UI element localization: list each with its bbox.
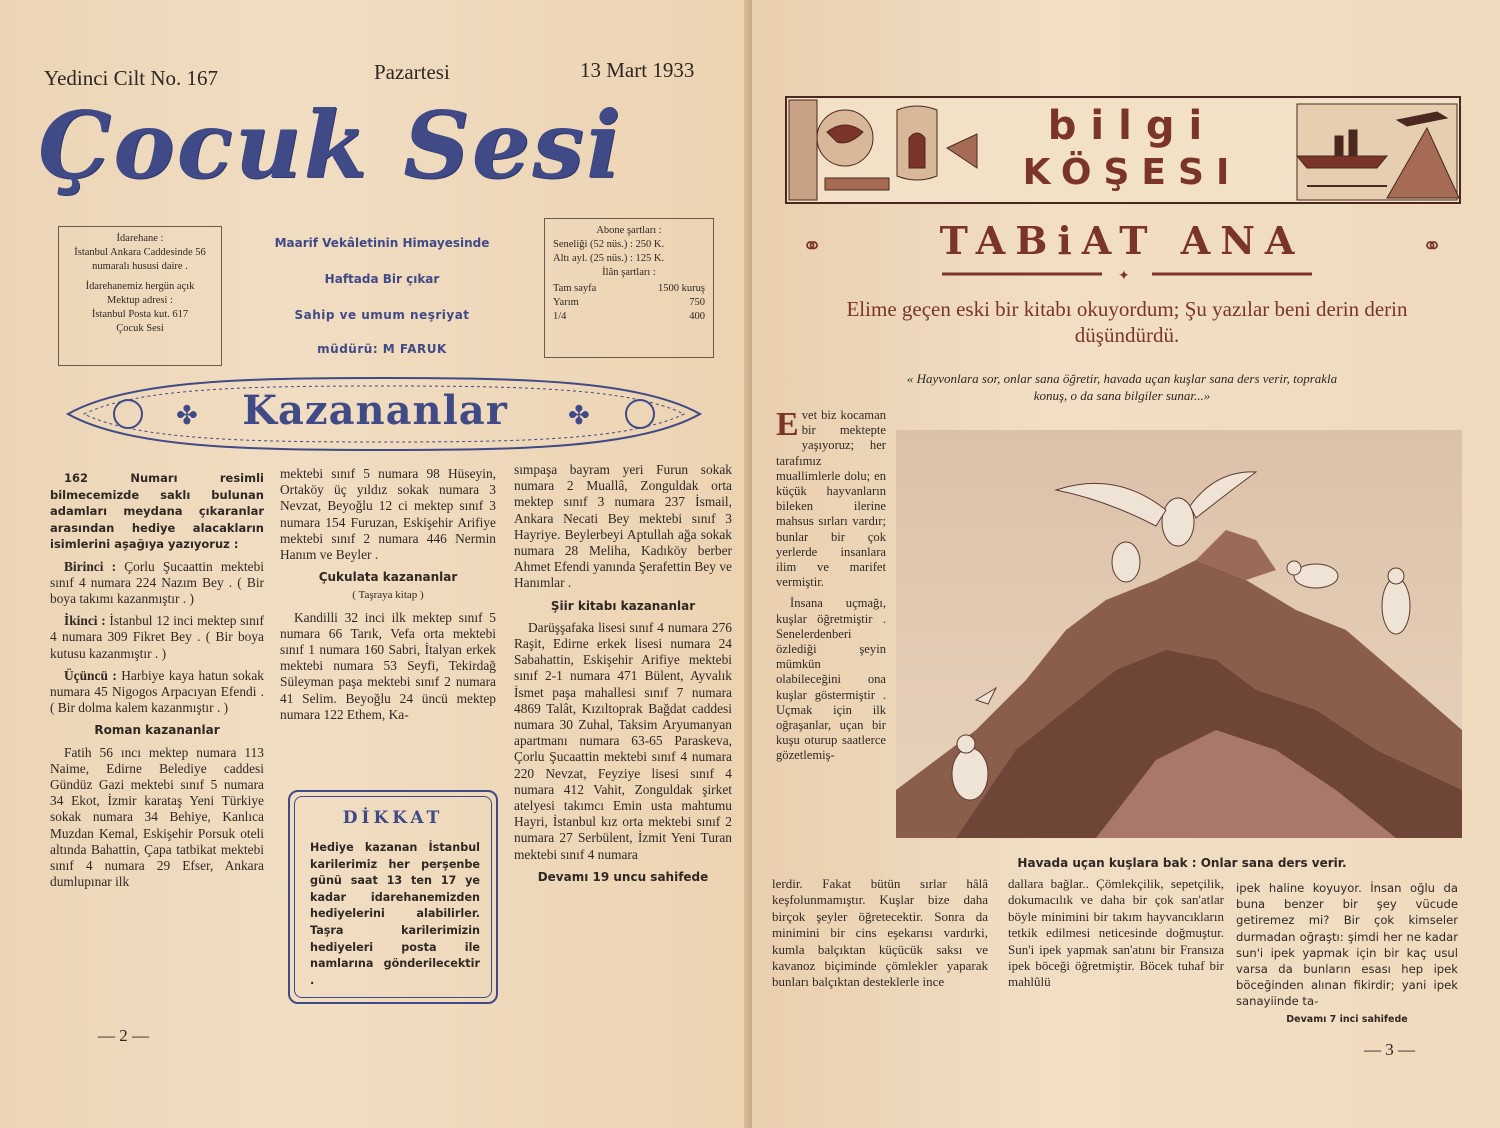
page-number: — 3 — [1364,1040,1415,1059]
column-text: sımpaşa bayram yeri Furun sokak numara 2 Muallâ, Zonguldak orta mektep sınıf 3 numara 237 İsmail, Ankara Necati Bey mektebi sınıf 3 Hayriye. Beylerbeyi Aptullah ağa sokak numara 28 Meliha, Kadıköy berber Ahmet Efendi yanında Şerafettin Bey ve Hanımlar . [514,462,732,591]
office-box [58,226,222,366]
photo-caption: Havada uçan kuşlara bak : Onlar sana ders verir. [1017,856,1347,870]
svg-text:✦: ✦ [1118,268,1130,284]
svg-text:⚭: ⚭ [1422,232,1443,260]
info-line: Sahip ve umum neşriyat [294,308,470,322]
subscription-title: Abone şartları : [596,225,662,236]
novel-winners: Fatih 56 ıncı mektep numara 113 Naime, Edirne Belediye caddesi Gündüz Gazi mektebi sınıf 5 numara 34 Ekot, İzmir karataş Yeni Türkiye sokak numara 34 Behiye, Kanlıca Muzdan Kemal, Eskişehir Porsuk oteli altında Bahattin, Çapa tatbikat mektebi sınıf 4 numara 29 Efser, Ankara dumlupınar ilk [50,744,264,890]
chocolate-subheading: ( Taşraya kitap ) [352,589,424,602]
column-text: dallara bağlar.. Çömlekçilik, sepetçilik, dokumacılık ve daha bir çok san'atlar böyle minimini bir takım hayvancıkların tetkik edilmesi neticesinde doğmuştur. Sun'i ipek yapmak san'atını bir Fransıza ipek böceği öğretmiştir. Böcek tuhaf bir mahlûlü [1008,876,1224,990]
right-page [752,0,1500,1128]
weekday: Pazartesi [374,60,450,84]
winner-third [50,668,264,717]
ads-value: 1500 kuruş [658,283,705,294]
chocolate-winners: Kandilli 32 inci ilk mektep sınıf 5 numara 66 Tarık, Vefa orta mektebi sınıf 1 numara 160 Sabri, İtalyan erkek mektebi numara 53 Seyfi, Tekirdağ Süleyman paşa mektebi sınıf 2 numara 41 Selim. Beyoğlu 24 üncü mektep numara 122 Ethem, Ka- [280,609,496,722]
drop-cap: E [776,406,799,443]
article-lead: Elime geçen eski bir kitabı okuyordum; Şu yazılar beni derin derin düşündürdü. [846,297,1408,347]
narrow-text: vet biz kocaman bir mektepte yaşıyoruz; her tarafımız muallimlerle dolu; en küçük hayvanların bileken ilerine mahsus sırları vardır; bunlar bir çok yerlerde insanlara ilim ve marifet vermiştir. [776,408,886,590]
column-text: ipek haline koyuyor. İnsan oğlu da buna benzer bir şey vücude getiremez mi? Bir çok kimseler durmadan oğraştı: şimdi her ne kadar sun'i ipek yapmak için bir kaç usul varsa da bunların esası hep ipek böceğinden alınan fikirdir; yani ipek sanayiinde ta- [1236,881,1458,1009]
svg-text:✤: ✤ [568,401,590,431]
office-line: Mektup adresi : [107,295,173,306]
notice-text: Hediye kazanan İstanbul karilerimiz her perşenbe günü saat 13 ten 17 ye kadar idarehanemizden hediyelerini alabilirler. Taşra karilerimizin hediyeleri posta ile namlarına gönderilecektir . [310,841,480,987]
column-2 [280,466,496,729]
poetry-winners: Darüşşafaka lisesi sınıf 4 numara 276 Raşit, Edirne erkek lisesi numara 24 Sabahattin, Eskişehir Arifiye mektebi sınıf 2-1 numara 471 Bülent, Ayvalık İsmet paşa mahallesi sınıf 7 numara 4869 Talât, Kızıltoprak Bağdat caddesi numara 30 Zuhal, Taksim Aryumanyan apartmanı numara 63-65 Paraskeva, Çorlu Şucaattin mektebi sınıf 4 numara 220 Nevzat, Feyziye lisesi sınıf 4 numara 412 Vahit, Zonguldak şirket atelyesi takımcı Emin usta mahtumu Hayri, İstanbul kız orta mektebi sınıf 2 numara 27 Serbülent, İzmit Yeni Turan mektebi sınıf 4 numara [514,619,732,862]
column-text: mektebi sınıf 5 numara 98 Hüseyin, Ortaköy üç yıldız sokak numara 3 Nevzat, Beyoğlu 12 ci mektep sınıf 3 numara 154 Furuzan, Eskişehir Arifiye mektebi sınıf 2 numara 446 Nermin Hanım ve Beyler . [280,466,496,563]
bilgi-kosesi-banner [785,96,1461,204]
issue-date: 13 Mart 1933 [580,58,695,82]
ads-value: 400 [689,311,705,322]
winner-second [50,613,264,662]
ads-label: 1/4 [553,311,567,322]
info-line: Haftada Bir çıkar [324,272,440,286]
info-line: Maarif Vekâletinin Himayesinde [274,236,490,250]
column-3 [514,462,732,891]
narrow-column [776,408,886,770]
ads-label: Yarım [553,297,579,308]
winner-label: İkinci : [64,613,106,629]
poetry-heading: Şiir kitabı kazananlar [550,598,696,613]
subscription-row: Altı ayl. (25 nüs.) : 125 K. [553,253,665,264]
winner-text: Harbiye kaya hatun sokak numara 45 Nigogos Arpacıyan Efendi . ( Bir dolma kalem kazanmıştır . ) [50,667,264,716]
banner-text-top: bilgi [1047,103,1217,149]
office-line: Çocuk Sesi [116,323,164,334]
ads-label: Tam sayfa [553,283,597,294]
office-line: İstanbul Ankara Caddesinde 56 numaralı hususi daire . [74,247,206,272]
narrow-paragraph-1 [776,408,886,590]
narrow-paragraph-2: İnsana uçmağı, kuşlar öğretmiştir . Senelerdenberi özlediği şeyin mümkün olabileceğini ona kuşlar göstermiştir . Uçmak için ilk oğraşanlar, uçan bir kuşu oturup saatlerce gözetlemiş- [776,596,886,763]
ads-row [553,296,705,310]
banner-text-bottom: KÖŞESI [1022,152,1242,193]
continued-note: Devamı 7 inci sahifede [1286,1013,1408,1025]
intro-paragraph: 162 Numarı resimli bilmecemizde saklı bulunan adamları meydana çıkaranlar arasından hediye alacakların isimlerini aşağıya yazıyoruz : [50,471,264,551]
masthead-title: Çocuk Sesi [38,91,623,199]
ads-row [553,282,705,296]
publication-info [252,236,512,356]
ads-title: İlân şartları : [602,267,656,278]
winner-first [50,559,264,608]
svg-text:⚭: ⚭ [802,232,823,260]
winner-label: Üçüncü : [64,667,117,683]
subscription-row: Seneliği (52 nüs.) : 250 K. [553,239,665,250]
svg-text:✤: ✤ [176,401,198,431]
subscription-box [544,218,714,358]
info-line: müdürü: M FARUK [317,342,447,356]
section-title: Kazananlar [242,387,508,434]
column-text: lerdir. Fakat bütün sırlar hâlâ keşfolunmamıştır. Kuşlar bize daha birçok şeyler öğretecektir. Sonra da minimini bir cins eşekarısı vardırki, kumla balçıktan küçücük saksı ve kavanoz biçiminde çömlekler yaparak bunları balçıktan desteklerle ince [772,876,988,990]
winner-text: İstanbul 12 inci mektep sınıf 4 numara 309 Fikret Bey . ( Bir boya kutusu kazanmıştır . ) [50,613,264,661]
office-line: İdarehanemiz hergün açık [85,281,195,292]
chocolate-heading: Çukulata kazananlar [318,570,458,585]
volume-number: Yedinci Cilt No. 167 [44,66,219,90]
left-page [0,0,748,1128]
notice-title: DİKKAT [342,808,444,828]
office-line: İstanbul Posta kut. 617 [91,309,189,320]
article-title: TABiAT ANA [939,218,1305,263]
bottom-column-2 [1008,876,1224,997]
column-1 [50,470,264,896]
bottom-column-3 [1236,880,1458,1028]
seagulls-photo [896,430,1462,838]
office-line: İdarehane : [116,233,164,244]
notice-box [288,790,498,1004]
bottom-column-1 [772,876,988,997]
winner-label: Birinci : [64,558,117,574]
winner-text: Çorlu Şucaattin mektebi sınıf 4 numara 224 Nazım Bey . ( Bir boya takımı kazanmıştır . ) [50,558,264,606]
continued-note: Devamı 19 uncu sahifede [537,869,709,884]
ads-value: 750 [689,297,705,308]
ads-row [553,310,705,324]
banner-text [987,102,1277,202]
article-quote: « Hayvonlara sor, onlar sana öğretir, havada uçan kuşlar sana ders verir, toprakla konuş, o da sana bilgiler sunar...» [906,371,1338,403]
novel-heading: Roman kazananlar [94,723,220,738]
page-number: — 2 — [98,1026,149,1045]
